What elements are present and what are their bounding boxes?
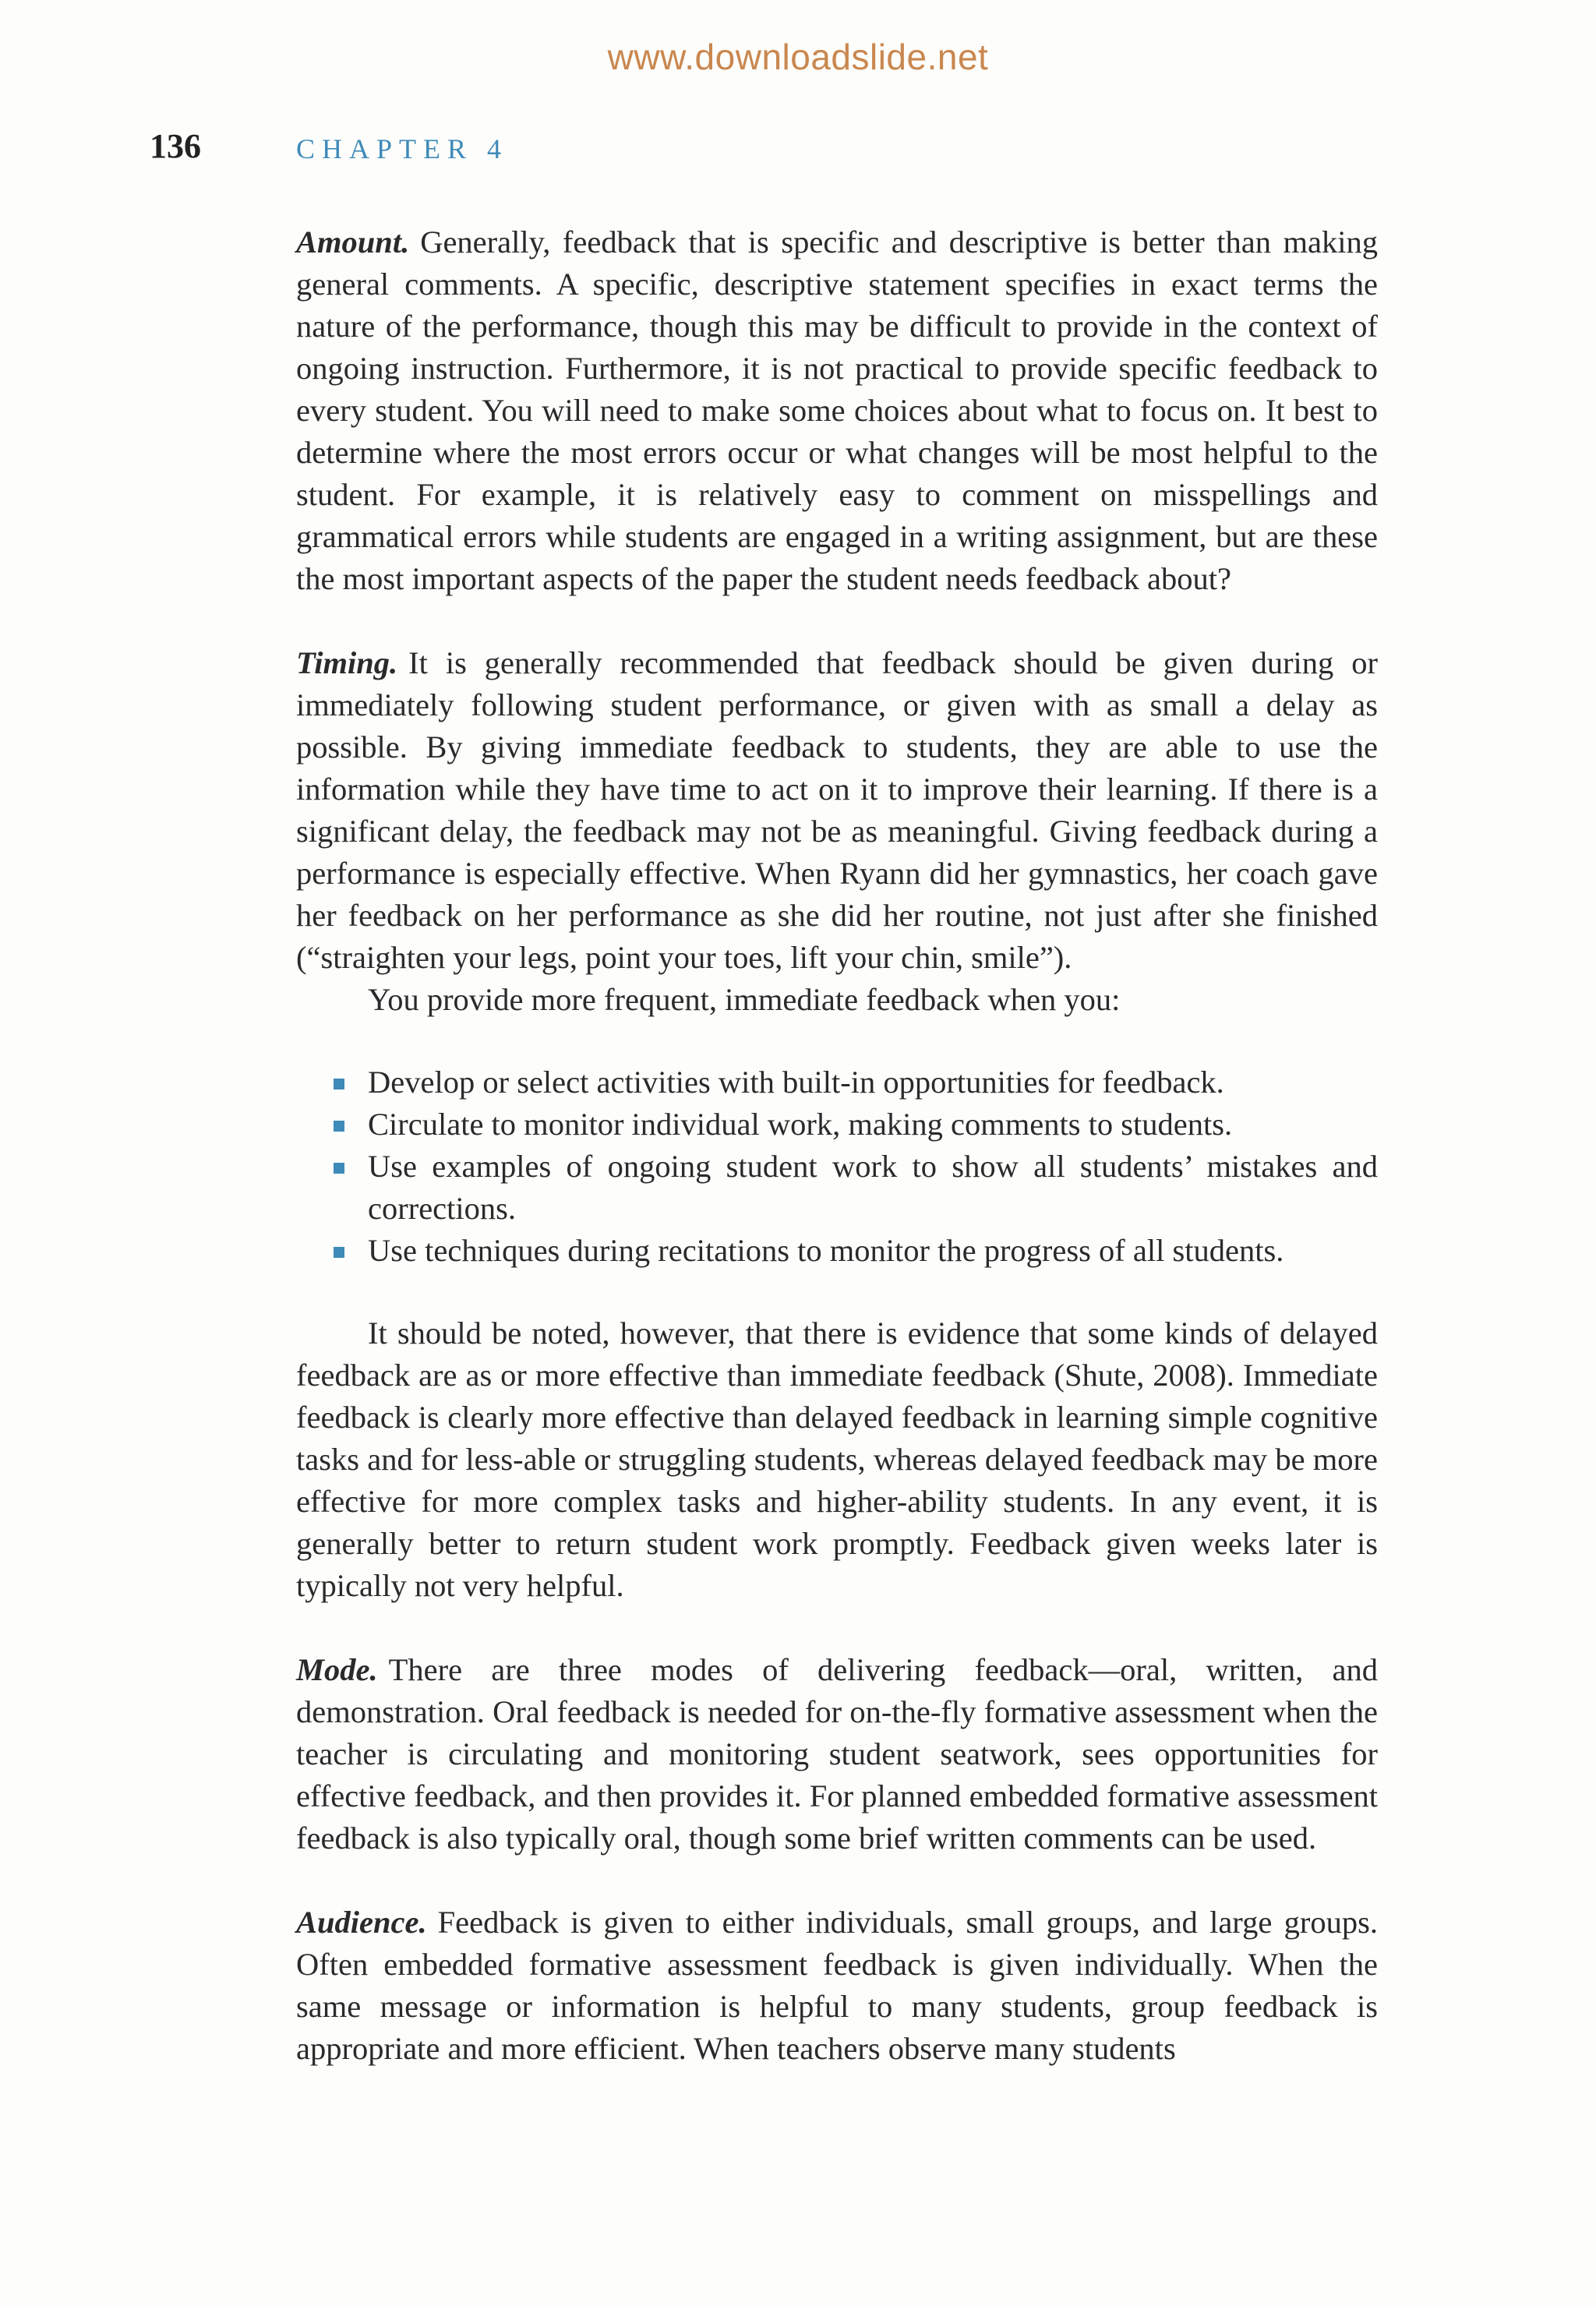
paragraph-mode [296,1649,1378,1859]
bullet-list [296,1061,1378,1272]
section-heading-audience: Audience. [296,1905,427,1940]
section-heading-mode: Mode. [296,1652,378,1687]
bullet-square-icon [334,1163,344,1174]
watermark-url: www.downloadslide.net [607,37,989,77]
list-item-text: Circulate to monitor individual work, making comments to students. [368,1107,1233,1142]
page-number: 136 [150,127,201,165]
list-item-text: Develop or select activities with built-in opportunities for feedback. [368,1065,1224,1100]
paragraph-audience [296,1902,1378,2070]
paragraph-text: Generally, feedback that is specific and descriptive is better than making general comments. A specific, descriptive statement specifies in exact terms the nature of the performance, though this may be difficult to provide in the context of ongoing instruction. Furthermore, it is not practical to provide specific feedback to every student. You will need to make some choices about what to focus on. It best to determine where the most errors occur or what changes will be most helpful to the student. For example, it is relatively easy to comment on misspellings and grammatical errors while students are engaged in a writing assignment, but are these the most important aspects of the paper the student needs feedback about? [296,224,1378,596]
list-item [368,1230,1378,1272]
paragraph-text: It is generally recommended that feedback should be given during or immediately following student performance, or given with as small a delay as possible. By giving immediate feedback to students, they are able to use the information while they have time to act on it to improve their learning. If there is a significant delay, the feedback may not be as meaningful. Giving feedback during a performance is especially effective. When Ryann did her gymnastics, her coach gave her feedback on her performance as she did her routine, not just after she finished (“straighten your legs, point your toes, lift your chin, smile”). [296,645,1378,975]
paragraph-text: There are three modes of delivering feedback—oral, written, and demonstration. Oral feedback is needed for on-the-fly formative assessment when the teacher is circulating and monitoring student seatwork, sees opportunities for effective feedback, and then provides it. For planned embedded formative assessment feedback is also typically oral, though some brief written comments can be used. [296,1652,1378,1856]
list-item [368,1104,1378,1146]
paragraph-delayed-feedback: It should be noted, however, that there is evidence that some kinds of delayed feedback are as or more effective than immediate feedback (Shute, 2008). Immediate feedback is clearly more effective than delayed feedback in learning simple cognitive tasks and for less-able or struggling students, whereas delayed feedback may be more effective for more complex tasks and higher-ability students. In any event, it is generally better to return student work promptly. Feedback given weeks later is typically not very helpful. [296,1315,1378,1603]
list-item [368,1061,1378,1104]
list-item-text: Use techniques during recitations to monitor the progress of all students. [368,1233,1284,1268]
list-item [368,1146,1378,1230]
bullet-square-icon [334,1247,344,1258]
paragraph-amount [296,221,1378,600]
bullet-square-icon [334,1121,344,1132]
chapter-header: CHAPTER 4 [296,133,509,164]
paragraph-timing [296,642,1378,979]
bullet-square-icon [334,1079,344,1089]
list-item-text: Use examples of ongoing student work to show all students’ mistakes and corrections. [368,1149,1378,1226]
page-body [296,221,1378,2070]
paragraph-text: Feedback is given to either individuals, small groups, and large groups. Often embedded formative assessment feedback is given individually. When the same message or information is helpful to many students, group feedback is appropriate and more efficient. When teachers observe many students [296,1905,1378,2066]
section-heading-amount: Amount. [296,224,410,260]
section-heading-timing: Timing. [296,645,398,680]
paragraph-timing-intro: You provide more frequent, immediate feedback when you: [368,982,1121,1017]
